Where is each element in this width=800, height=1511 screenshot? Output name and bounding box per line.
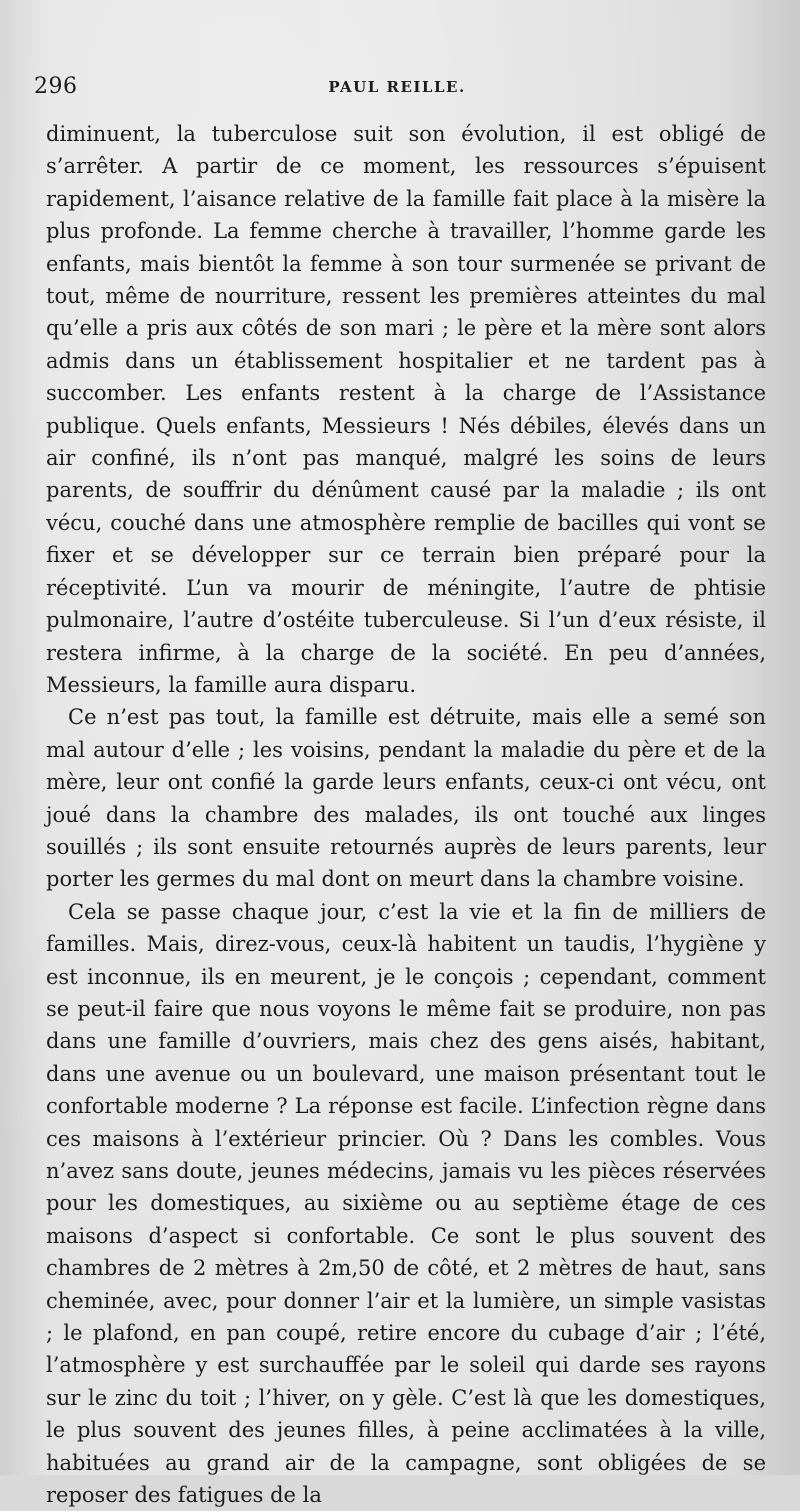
page-number: 296 (34, 74, 78, 99)
body-text (46, 118, 766, 1511)
page-header (34, 74, 760, 100)
paragraph-continuation: diminuent, la tuberculose suit son évolution, il est obligé de s’arrêter. A partir de ce moment, les ressources s’épuisent rapidement, l’aisance relative de la famille fait place à la misère la plus profonde. La femme cherche à travailler, l’homme garde les enfants, mais bientôt la femme à son tour surmenée se privant de tout, même de nourriture, ressent les premières atteintes du mal qu’elle a pris aux côtés de son mari ; le père et la mère sont alors admis dans un établissement hospitalier et ne tardent pas à succomber. Les enfants restent à la charge de l’Assistance publique. Quels enfants, Messieurs ! Nés débiles, élevés dans un air confiné, ils n’ont pas manqué, malgré les soins de leurs parents, de souffrir du dénûment causé par la maladie ; ils ont vécu, couché dans une atmosphère remplie de bacilles qui vont se fixer et se développer sur ce terrain bien préparé pour la réceptivité. L’un va mourir de méningite, l’autre de phtisie pulmonaire, l’autre d’ostéite tuberculeuse. Si l’un d’eux résiste, il restera infirme, à la charge de la société. En peu d’années, Messieurs, la famille aura disparu. (46, 122, 766, 697)
paragraph-family-destroyed: Ce n’est pas tout, la famille est détruite, mais elle a semé son mal autour d’elle ; les voisins, pendant la maladie du père et de la mère, leur ont confié la garde leurs enfants, ceux-ci ont vécu, ont joué dans la chambre des malades, ils ont touché aux linges souillés ; ils sont ensuite retournés auprès de leurs parents, leur porter les germes du mal dont on meurt dans la chambre voisine. (46, 705, 766, 892)
paragraph-servants-rooms: Cela se passe chaque jour, c’est la vie et la fin de milliers de familles. Mais, direz-vous, ceux-là habitent un taudis, l’hygiène y est inconnue, ils en meurent, je le conçois ; cependant, comment se peut-il faire que nous voyons le même fait se produire, non pas dans une famille d’ouvriers, mais chez des gens aisés, habitant, dans une avenue ou un boulevard, une maison présentant tout le confortable moderne ? La réponse est facile. L’infection règne dans ces maisons à l’extérieur princier. Où ? Dans les combles. Vous n’avez sans doute, jeunes médecins, jamais vu les pièces réservées pour les domestiques, au sixième ou au septième étage de ces maisons d’aspect si confortable. Ce sont le plus souvent des chambres de 2 mètres à 2m,50 de côté, et 2 mètres de haut, sans cheminée, avec, pour donner l’air et la lumière, un simple vasistas ; le plafond, en pan coupé, retire encore du cubage d’air ; l’été, l’atmosphère y est surchauffée par le soleil qui darde ses rayons sur le zinc du toit ; l’hiver, on y gèle. C’est là que les domestiques, le plus souvent des jeunes filles, à peine acclimatées à la ville, habituées au grand air de la campagne, sont obligées de se reposer des fatigues de la (46, 899, 766, 1508)
running-head: PAUL REILLE. (328, 78, 466, 96)
